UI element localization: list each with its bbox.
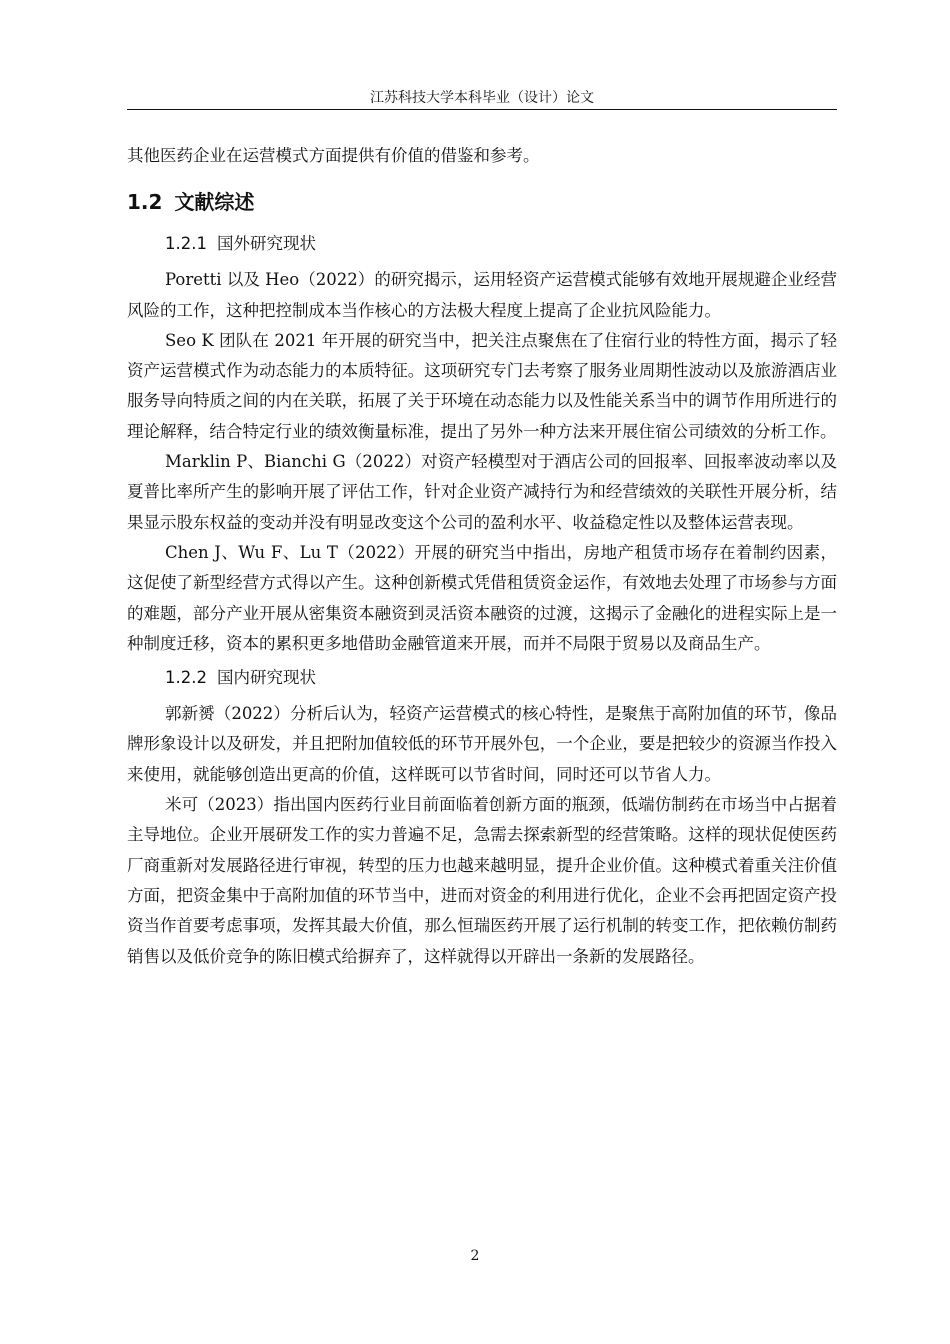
page-body [127,141,837,972]
page-number: 2 [470,1248,480,1264]
subsection-heading-foreign [127,229,837,259]
section-number: 1.2 [127,190,163,215]
section-title: 文献综述 [174,190,255,215]
running-header: 江苏科技大学本科毕业（设计）论文 [370,90,594,106]
subsection-number: 1.2.1 [165,234,207,254]
paragraph: Poretti 以及 Heo（2022）的研究揭示，运用轻资产运营模式能够有效地开展规避企业经营风险的工作，这种把控制成本当作核心的方法极大程度上提高了企业抗风险能力。 [127,270,837,320]
header-rule [127,109,837,110]
subsection-title: 国外研究现状 [216,234,316,254]
paragraph: 郭新赟（2022）分析后认为，轻资产运营模式的核心特性，是聚焦于高附加值的环节，像品牌形象设计以及研发，并且把附加值较低的环节开展外包，一个企业，要是把较少的资源当作投入来使用，就能够创造出更高的价值，这样既可以节省时间，同时还可以节省人力。 [127,704,837,784]
subsection-number: 1.2.2 [165,668,207,688]
paragraph: Marklin P、Bianchi G（2022）对资产轻模型对于酒店公司的回报率、回报率波动率以及夏普比率所产生的影响开展了评估工作，针对企业资产减持行为和经营绩效的关联性开展分析，结果显示股东权益的变动并没有明显改变这个公司的盈利水平、收益稳定性以及整体运营表现。 [127,452,837,532]
paragraph: Chen J、Wu F、Lu T（2022）开展的研究当中指出，房地产租赁市场存在着制约因素，这促使了新型经营方式得以产生。这种创新模式凭借租赁资金运作，有效地去处理了市场参与方面的难题，部分产业开展从密集资本融资到灵活资本融资的过渡，这揭示了金融化的进程实际上是一种制度迁移，资本的累积更多地借助金融管道来开展，而并不局限于贸易以及商品生产。 [127,542,837,653]
section-heading [127,187,837,217]
intro-line: 其他医药企业在运营模式方面提供有价值的借鉴和参考。 [127,146,540,165]
paragraph: Seo K 团队在 2021 年开展的研究当中，把关注点聚焦在了住宿行业的特性方面，揭示了轻资产运营模式作为动态能力的本质特征。这项研究专门去考察了服务业周期性波动以及旅游酒店业服务导向特质之间的内在关联，拓展了关于环境在动态能力以及性能关系当中的调节作用所进行的理论解释，结合特定行业的绩效衡量标准，提出了另外一种方法来开展住宿公司绩效的分析工作。 [127,330,837,441]
paragraph: 米可（2023）指出国内医药行业目前面临着创新方面的瓶颈，低端仿制药在市场当中占据着主导地位。企业开展研发工作的实力普遍不足，急需去探索新型的经营策略。这样的现状促使医药厂商重新对发展路径进行审视，转型的压力也越来越明显，提升企业价值。这种模式着重关注价值方面，把资金集中于高附加值的环节当中，进而对资金的利用进行优化，企业不会再把固定资产投资当作首要考虑事项，发挥其最大价值，那么恒瑞医药开展了运行机制的转变工作，把依赖仿制药销售以及低价竞争的陈旧模式给摒弃了，这样就得以开辟出一条新的发展路径。 [127,795,837,966]
subsection-title: 国内研究现状 [216,668,316,688]
subsection-heading-domestic [127,663,837,693]
